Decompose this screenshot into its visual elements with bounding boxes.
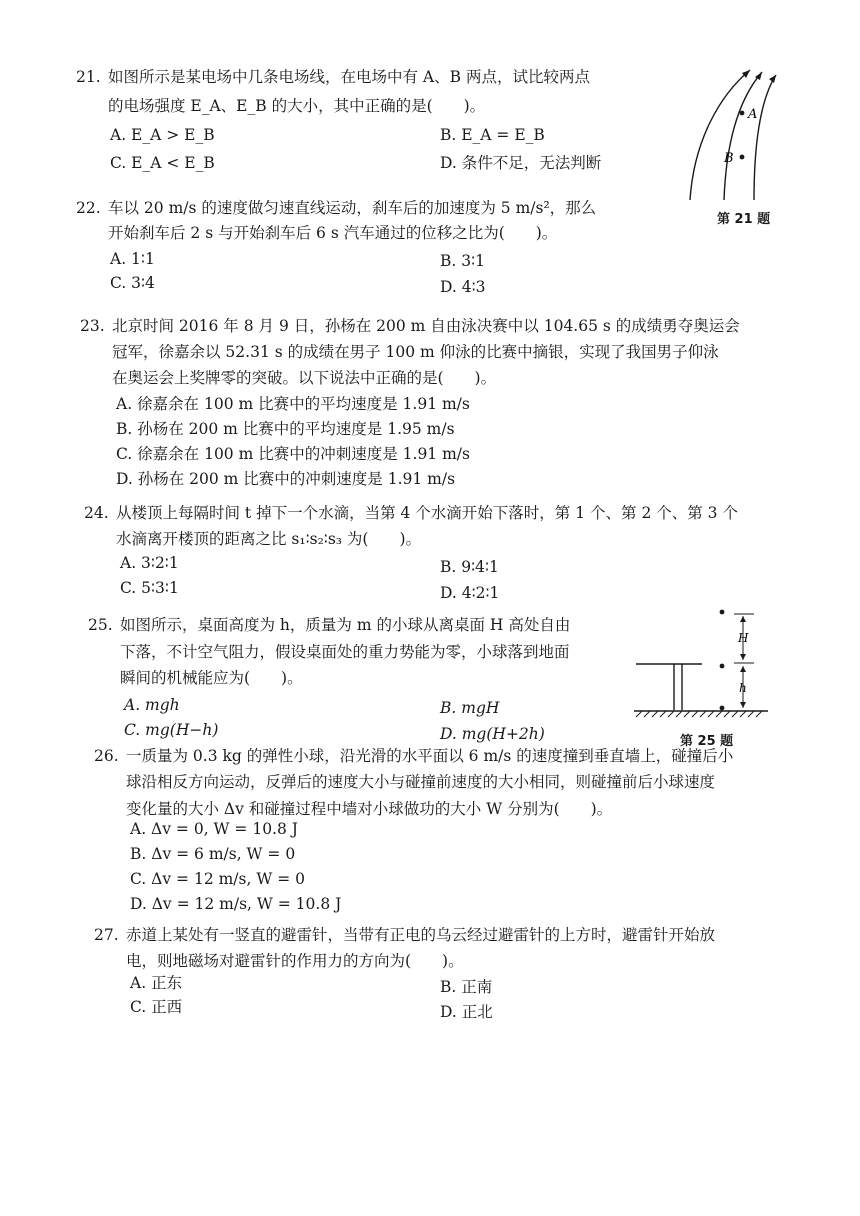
figure-caption-21: 第 21 题 (717, 212, 771, 227)
option-d: D. Δv = 12 m/s, W = 10.8 J (130, 895, 342, 913)
question-stem-line: 下落，不计空气阻力，假设桌面处的重力势能为零，小球落到地面 (120, 643, 570, 661)
question-stem-line: 球沿相反方向运动，反弹后的速度大小与碰撞前速度的大小相同，则碰撞前后小球速度 (126, 773, 716, 791)
question-number: 24. (84, 504, 109, 522)
question-stem-line: 北京时间 2016 年 8 月 9 日，孙杨在 200 m 自由泳决赛中以 104.65 s 的成绩勇夺奥运会 (112, 317, 740, 335)
option-b: B. Δv = 6 m/s, W = 0 (130, 845, 296, 863)
table-drop-figure (630, 602, 770, 724)
question-stem-line: 瞬间的机械能应为( )。 (120, 669, 303, 687)
option-c: C. Δv = 12 m/s, W = 0 (130, 870, 305, 888)
option-c: C. E_A < E_B (110, 154, 215, 172)
option-c: C. 徐嘉余在 100 m 比赛中的冲刺速度是 1.91 m/s (116, 445, 470, 463)
field-lines-figure (680, 60, 790, 205)
question-stem-line: 开始刹车后 2 s 与开始刹车后 6 s 汽车通过的位移之比为( )。 (108, 224, 558, 242)
option-c: C. mg(H−h) (124, 721, 219, 739)
option-a: A. Δv = 0, W = 10.8 J (130, 820, 298, 838)
option-b: B. mgH (440, 699, 500, 717)
point-label-a: A (748, 107, 758, 122)
option-a: A. mgh (124, 696, 180, 714)
option-c: C. 5∶3∶1 (120, 579, 179, 597)
option-d: D. 4∶2∶1 (440, 584, 500, 602)
question-stem-line: 电，则地磁场对避雷针的作用力的方向为( )。 (126, 952, 464, 970)
question-number: 27. (94, 926, 119, 944)
option-a: A. 3∶2∶1 (120, 554, 179, 572)
option-c: C. 正西 (130, 998, 183, 1016)
option-d: D. mg(H+2h) (440, 725, 545, 743)
option-d: D. 4∶3 (440, 278, 486, 296)
option-b: B. 孙杨在 200 m 比赛中的平均速度是 1.95 m/s (116, 420, 455, 438)
option-d: D. 正北 (440, 1003, 493, 1021)
question-number: 22. (76, 199, 101, 217)
question-stem-line: 变化量的大小 Δv 和碰撞过程中墙对小球做功的大小 W 分别为( )。 (126, 800, 613, 818)
question-number: 25. (88, 616, 113, 634)
option-b: B. 3∶1 (440, 252, 486, 270)
option-a: A. 1∶1 (110, 250, 155, 268)
option-a: A. 正东 (130, 974, 183, 992)
option-a: A. 徐嘉余在 100 m 比赛中的平均速度是 1.91 m/s (116, 395, 470, 413)
point-label-b: B (724, 151, 734, 166)
option-c: C. 3∶4 (110, 274, 155, 292)
option-d: D. 孙杨在 200 m 比赛中的冲刺速度是 1.91 m/s (116, 470, 456, 488)
question-stem-line: 从楼顶上每隔时间 t 掉下一个水滴，当第 4 个水滴开始下落时，第 1 个、第 2 个、第 3 个 (116, 504, 738, 522)
option-d: D. 条件不足，无法判断 (440, 154, 602, 172)
height-label-upper: H (738, 631, 749, 645)
figure-caption-25: 第 25 题 (680, 734, 734, 749)
question-stem-line: 车以 20 m/s 的速度做匀速直线运动，刹车后的加速度为 5 m/s²，那么 (108, 199, 597, 217)
option-b: B. 9∶4∶1 (440, 558, 499, 576)
question-number: 23. (80, 317, 105, 335)
question-stem-line: 冠军，徐嘉余以 52.31 s 的成绩在男子 100 m 仰泳的比赛中摘银，实现了我国男子仰泳 (112, 343, 719, 361)
question-stem-line: 如图所示是某电场中几条电场线，在电场中有 A、B 两点，试比较两点 (108, 68, 590, 86)
height-label-lower: h (739, 681, 747, 695)
question-number: 21. (76, 68, 101, 86)
option-b: B. 正南 (440, 978, 493, 996)
question-stem-line: 在奥运会上奖牌零的突破。以下说法中正确的是( )。 (112, 369, 497, 387)
question-stem-line: 水滴离开楼顶的距离之比 s₁∶s₂∶s₃ 为( )。 (116, 530, 422, 548)
question-stem-line: 的电场强度 E_A、E_B 的大小，其中正确的是( )。 (108, 97, 486, 115)
question-stem-line: 如图所示，桌面高度为 h，质量为 m 的小球从离桌面 H 高处自由 (120, 616, 571, 634)
option-b: B. E_A = E_B (440, 126, 545, 144)
question-stem-line: 一质量为 0.3 kg 的弹性小球，沿光滑的水平面以 6 m/s 的速度撞到垂直墙上，碰撞后小 (126, 747, 734, 765)
option-a: A. E_A > E_B (110, 126, 215, 144)
question-stem-line: 赤道上某处有一竖直的避雷针，当带有正电的乌云经过避雷针的上方时，避雷针开始放 (126, 926, 716, 944)
question-number: 26. (94, 747, 119, 765)
